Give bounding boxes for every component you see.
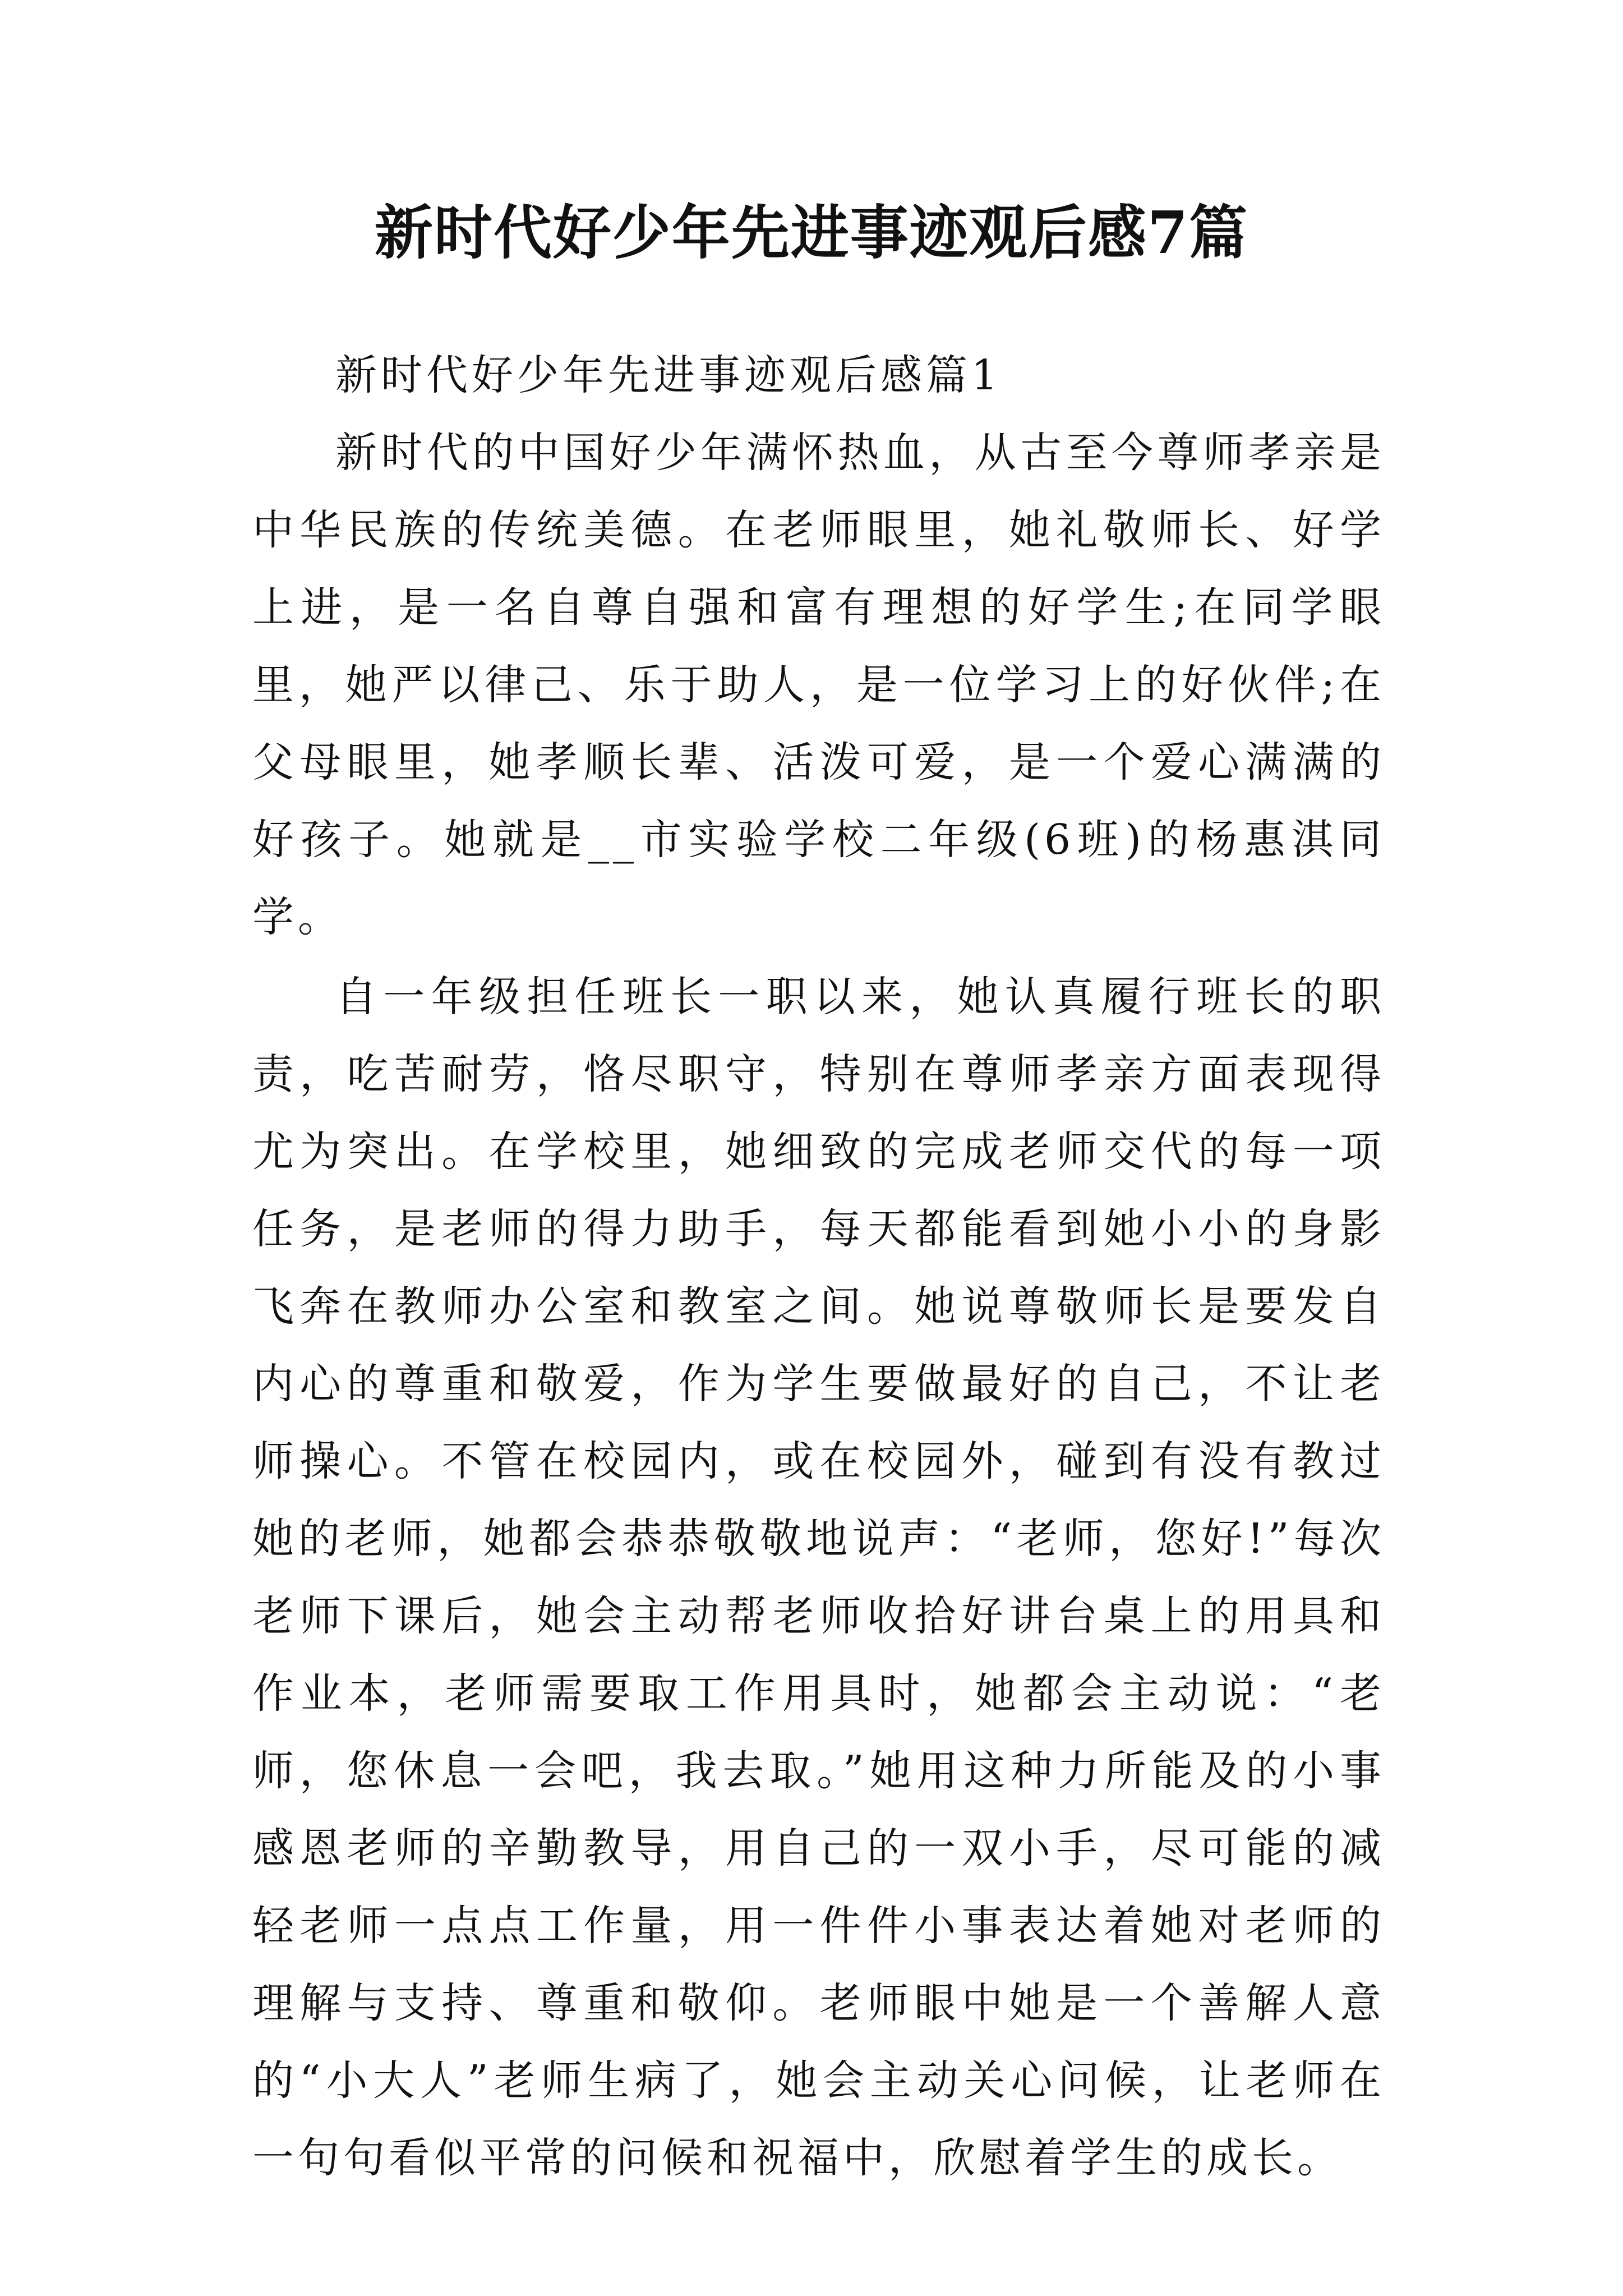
document-title: 新时代好少年先进事迹观后感7篇 [374,198,1249,267]
paragraph-1: 新时代的中国好少年满怀热血，从古至今尊师孝亲是中华民族的传统美德。在老师眼里，她礼敬师长、好学上进，是一名自尊自强和富有理想的好学生;在同学眼里，她严以律己、乐于助人，是一位学习上的好伙伴;在父母眼里，她孝顺长辈、活泼可爱，是一个爱心满满的好孩子。她就是__市实验学校二年级(6班)的杨惠淇同学。 [252,429,1385,941]
document-body [252,337,1385,2197]
paragraph-2: 自一年级担任班长一职以来，她认真履行班长的职责，吃苦耐劳，恪尽职守，特别在尊师孝亲方面表现得尤为突出。在学校里，她细致的完成老师交代的每一项任务，是老师的得力助手，每天都能看到她小小的身影飞奔在教师办公室和教室之间。她说尊敬师长是要发自内心的尊重和敬爱，作为学生要做最好的自己，不让老师操心。不管在校园内，或在校园外，碰到有没有教过她的老师，她都会恭恭敬敬地说声：“老师，您好!”每次老师下课后，她会主动帮老师收拾好讲台桌上的用具和作业本，老师需要取工作用具时，她都会主动说：“老师，您休息一会吧，我去取。”她用这种力所能及的小事感恩老师的辛勤教导，用自己的一双小手，尽可能的减轻老师一点点工作量，用一件件小事表达着她对老师的理解与支持、尊重和敬仰。老师眼中她是一个善解人意的“小大人”老师生病了，她会主动关心问候，让老师在一句句看似平常的问候和祝福中，欣慰着学生的成长。 [252,973,1385,2182]
section-heading: 新时代好少年先进事迹观后感篇1 [335,351,1002,399]
